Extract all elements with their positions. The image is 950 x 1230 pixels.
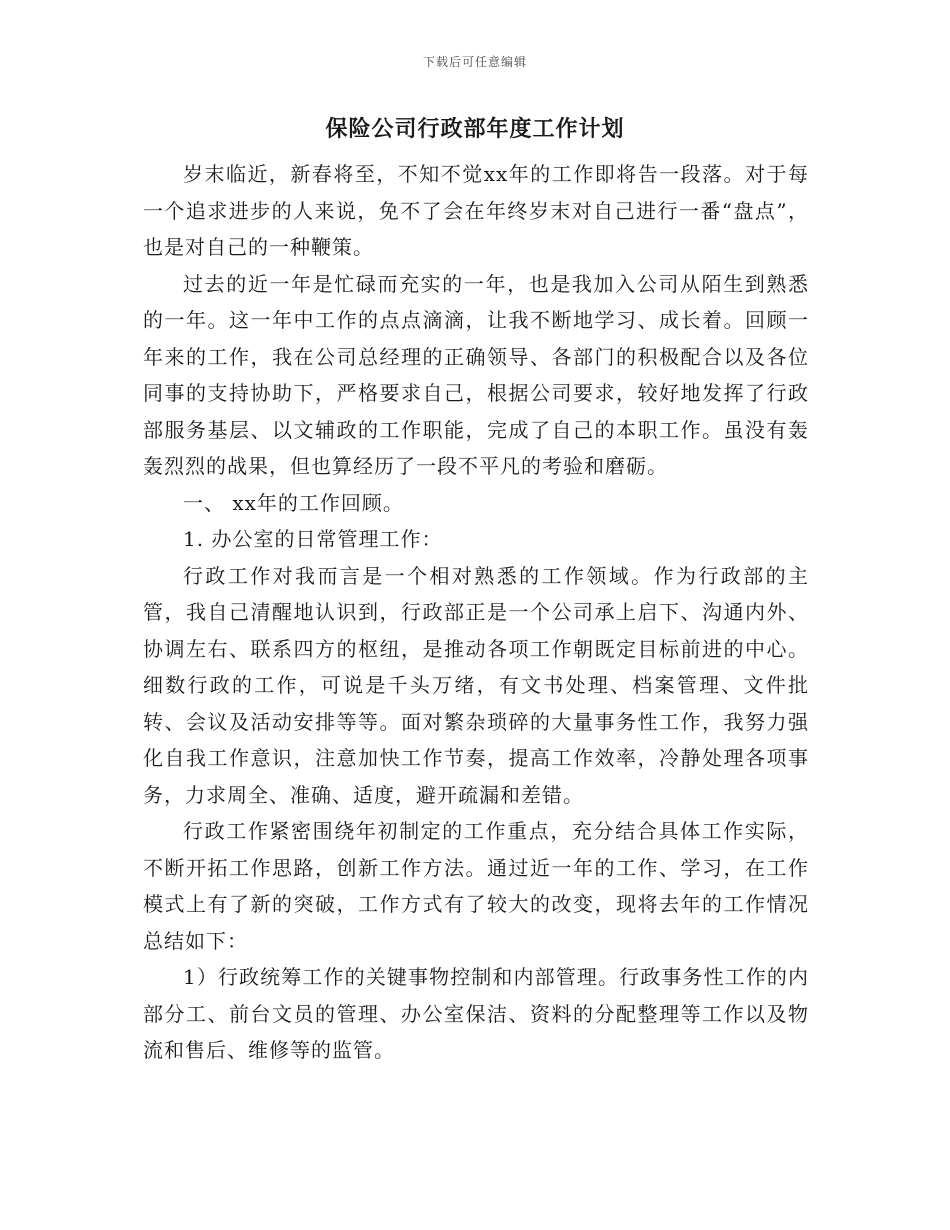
paragraph: 1）行政统筹工作的关键事物控制和内部管理。行政事务性工作的内部分工、前台文员的管理、办公室保洁、资料的分配整理等工作以及物流和售后、维修等的监管。 [143,965,809,1062]
subsection-heading: 1. 办公室的日常管理工作： [183,527,443,551]
document-body [143,156,809,1069]
document-title: 保险公司行政部年度工作计划 [325,117,625,142]
section-heading: 一、 xx年的工作回顾。 [183,490,404,515]
paragraph: 岁末临近，新春将至，不知不觉xx年的工作即将告一段落。对于每一个追求进步的人来说，免不了会在年终岁末对自己进行一番“盘点”，也是对自己的一种鞭策。 [143,162,809,259]
header-note: 下载后可任意编辑 [422,55,527,69]
paragraph: 行政工作对我而言是一个相对熟悉的工作领域。作为行政部的主管，我自己清醒地认识到，行政部正是一个公司承上启下、沟通内外、协调左右、联系四方的枢纽，是推动各项工作朝既定目标前进的中心。 细数行政的工作，可说是千头万绪，有文书处理、档案管理、文件批转、会议及活动安排等等。面对繁杂琐碎的大量事务性工作，我努力强化自我工作意识，注意加快工作节奏，提高工作效率，冷静处理各项事务，力求周全、准确、适度，避开疏漏和差错。 [143,563,809,807]
paragraph: 行政工作紧密围绕年初制定的工作重点，充分结合具体工作实际，不断开拓工作思路，创新工作方法。通过近一年的工作、学习，在工作模式上有了新的突破，工作方式有了较大的改变，现将去年的工作情况总结如下： [143,819,809,953]
paragraph: 过去的近一年是忙碌而充实的一年，也是我加入公司从陌生到熟悉的一年。这一年中工作的点点滴滴，让我不断地学习、成长着。回顾一年来的工作，我在公司总经理的正确领导、各部门的积极配合以及各位同事的支持协助下，严格要求自己，根据公司要求，较好地发挥了行政部服务基层、以文辅政的工作职能，完成了自己的本职工作。虽没有轰轰烈烈的战果，但也算经历了一段不平凡的考验和磨砺。 [143,271,809,478]
